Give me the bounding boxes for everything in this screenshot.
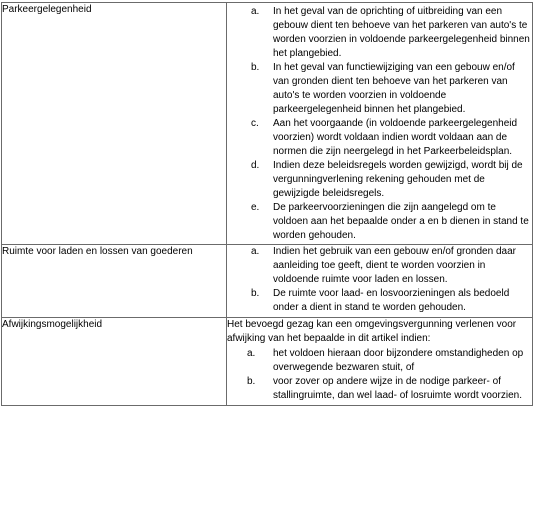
row-intro: Het bevoegd gezag kan een omgevingsvergunning verlenen voor afwijking van het bepaalde in dit artikel indien:: [227, 319, 517, 344]
list-item: [227, 287, 532, 315]
list-item: [227, 5, 532, 61]
list-item: [227, 61, 532, 117]
item-letter: c.: [251, 118, 259, 129]
list-item: [227, 159, 532, 201]
table-row: [2, 245, 533, 318]
table-row: [2, 318, 533, 406]
item-letter: b.: [251, 62, 260, 73]
list-item: [227, 201, 532, 243]
rules-table: [1, 2, 533, 406]
item-text: De ruimte voor laad- en losvoorzieningen als bedoeld onder a dient in stand te worden gehouden.: [273, 288, 510, 313]
list-item: [227, 375, 532, 403]
item-letter: b.: [247, 376, 256, 387]
item-text: het voldoen hieraan door bijzondere omstandigheden op overwegende bezwaren stuit, of: [273, 348, 524, 373]
row-content: [227, 3, 533, 245]
item-letter: b.: [251, 288, 260, 299]
item-text: voor zover op andere wijze in de nodige parkeer- of stallingruimte, dan wel laad- of losruimte wordt voorzien.: [273, 376, 522, 401]
item-text: De parkeervoorzieningen die zijn aangelegd om te voldoen aan het bepaalde onder a en b dienen in stand te worden gehouden.: [273, 202, 529, 241]
item-letter: a.: [251, 246, 260, 257]
list-item: [227, 117, 532, 159]
list-item: [227, 245, 532, 287]
row-label: Ruimte voor laden en lossen van goederen: [2, 245, 227, 318]
list-item: [227, 347, 532, 375]
item-text: In het geval van functiewijziging van een gebouw en/of van gronden dient ten behoeve van het parkeren van auto's te worden voorzien in voldoende parkeergelegenheid binnen het plangebied.: [273, 62, 515, 115]
row-label: Parkeergelegenheid: [2, 3, 227, 245]
item-letter: a.: [251, 6, 260, 17]
table-row: [2, 3, 533, 245]
item-text: Aan het voorgaande (in voldoende parkeergelegenheid voorzien) wordt voldaan indien wordt voldaan aan de normen die zijn neergelegd in het Parkeerbeleidsplan.: [273, 118, 518, 157]
item-letter: d.: [251, 160, 260, 171]
item-letter: e.: [251, 202, 260, 213]
row-content: [227, 245, 533, 318]
item-text: Indien het gebruik van een gebouw en/of gronden daar aanleiding toe geeft, dient te worden voorzien in voldoende ruimte voor laden en lossen.: [273, 246, 516, 285]
item-text: In het geval van de oprichting of uitbreiding van een gebouw dient ten behoeve van het parkeren van auto's te worden voorzien in voldoende parkeergelegenheid binnen het plangebied.: [273, 6, 530, 59]
row-content: [227, 318, 533, 406]
item-letter: a.: [247, 348, 256, 359]
row-label: Afwijkingsmogelijkheid: [2, 318, 227, 406]
item-text: Indien deze beleidsregels worden gewijzigd, wordt bij de vergunningverlening rekening gehouden met de gewijzigde beleidsregels.: [273, 160, 523, 199]
